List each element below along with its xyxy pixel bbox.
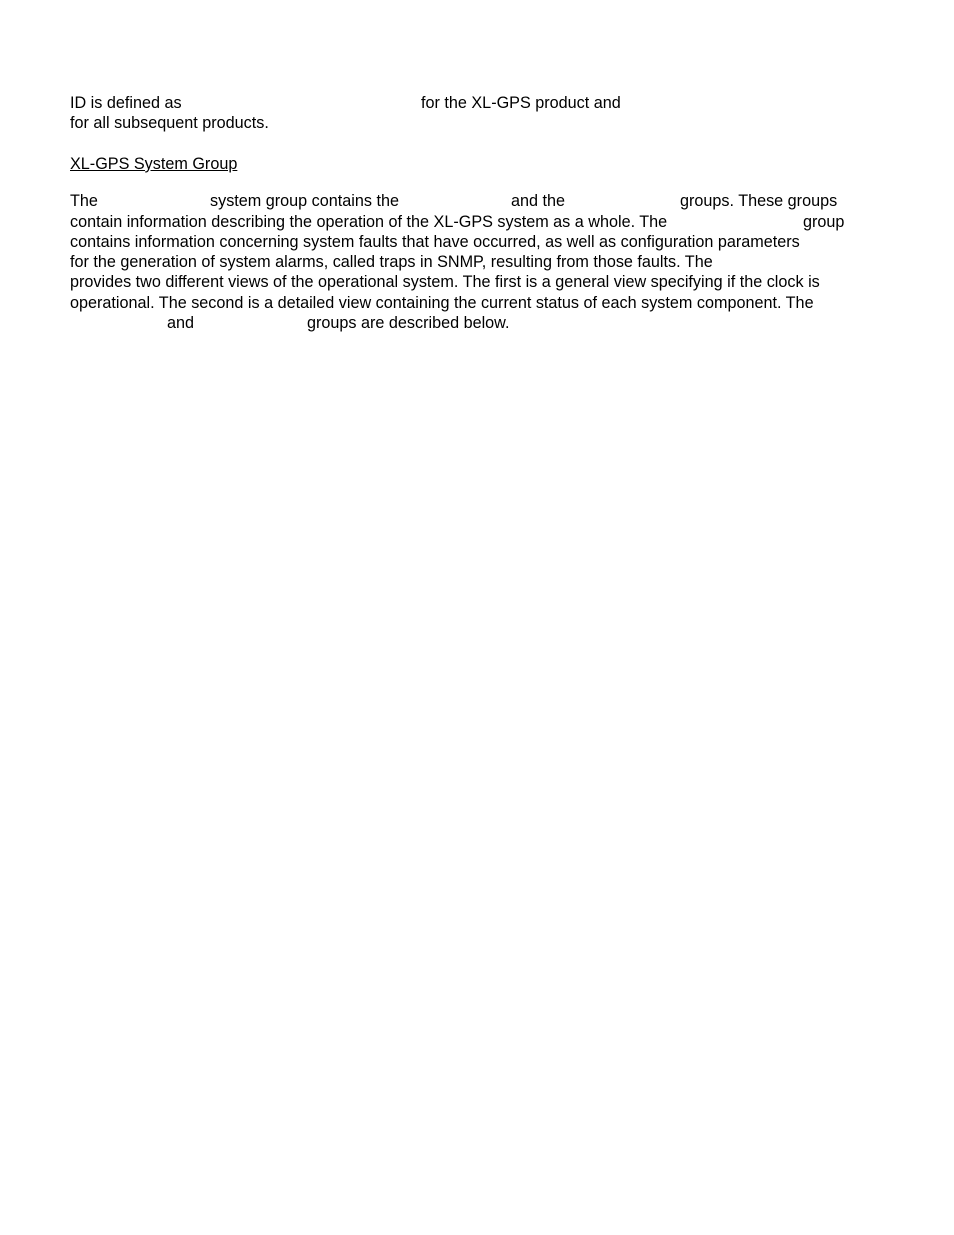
- paragraph-line-3: contains information concerning system faults that have occurred, as well as configuration parameters: [70, 233, 800, 251]
- paragraph-line-4: for the generation of system alarms, called traps in SNMP, resulting from those faults. The: [70, 253, 713, 271]
- intro-text-1a: ID is defined as: [70, 94, 182, 112]
- paragraph-line-7b: groups are described below.: [307, 314, 510, 332]
- paragraph-line-1c: and the: [511, 192, 566, 210]
- paragraph-line-5: provides two different views of the operational system. The first is a general view specifying if the clock is: [70, 273, 820, 291]
- paragraph-line-1b: system group contains the: [210, 192, 399, 210]
- paragraph-line-7a: and: [167, 314, 195, 332]
- paragraph-line-1d: groups. These groups: [680, 192, 838, 210]
- paragraph-line-2a: contain information describing the operation of the XL-GPS system as a whole. The: [70, 213, 668, 231]
- intro-text-2: for all subsequent products.: [70, 114, 269, 132]
- section-heading: XL-GPS System Group: [70, 155, 238, 173]
- paragraph-line-1a: The: [70, 192, 98, 210]
- paragraph-line-2b: group: [803, 213, 845, 231]
- intro-text-1b: for the XL-GPS product and: [421, 94, 621, 112]
- paragraph-line-6: operational. The second is a detailed view containing the current status of each system component. The: [70, 294, 814, 312]
